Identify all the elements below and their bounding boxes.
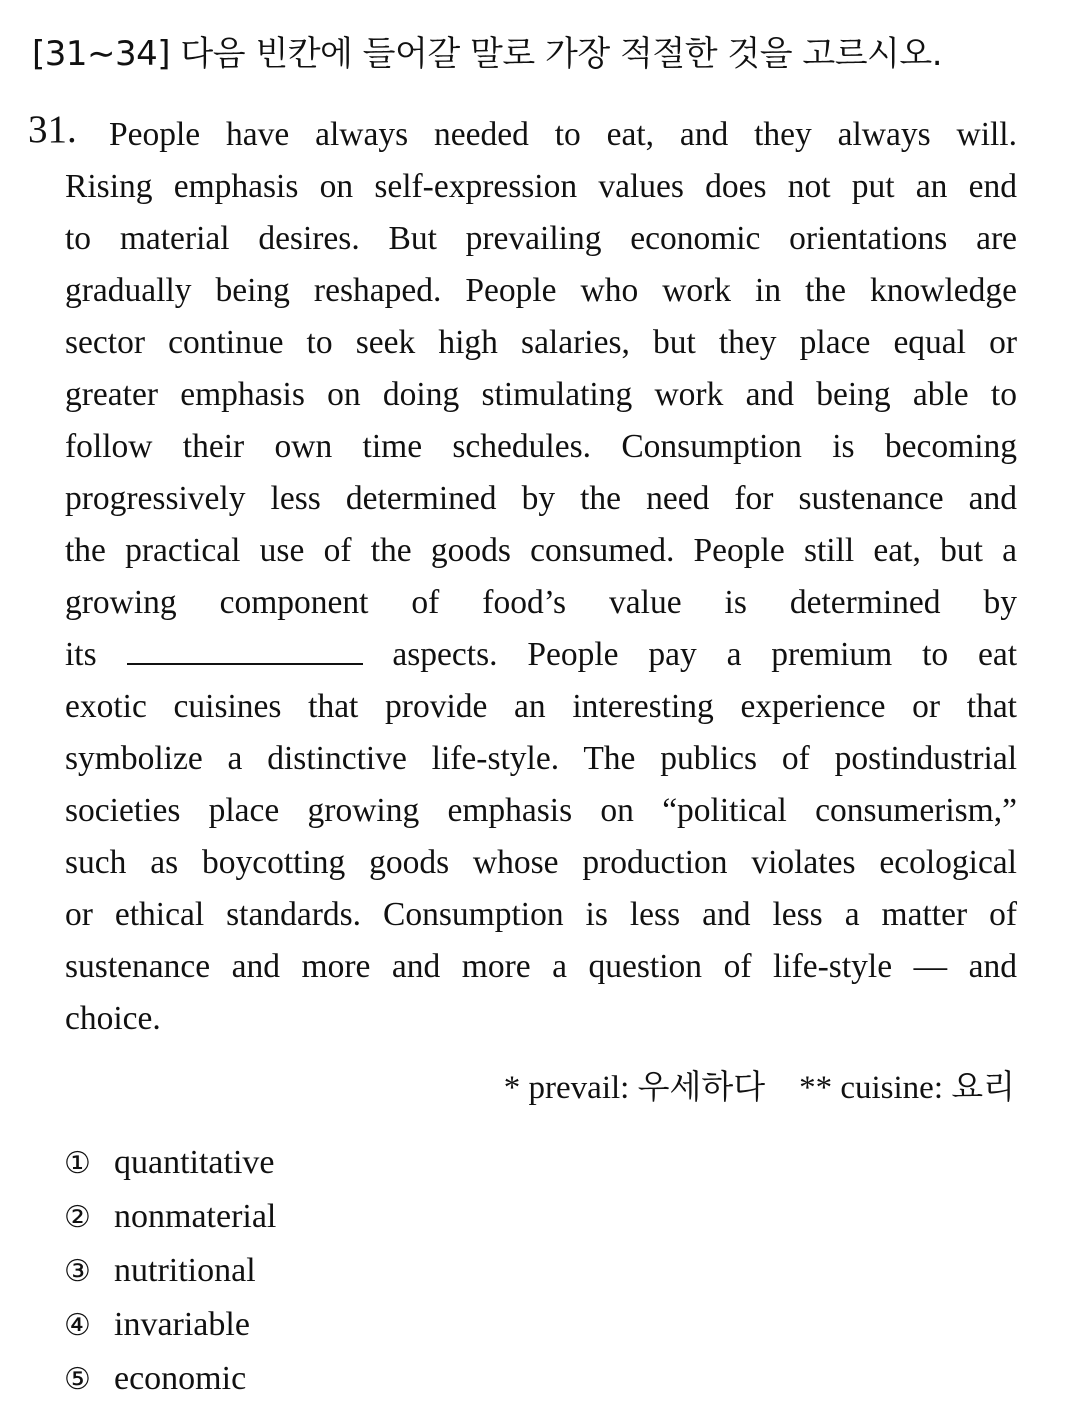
passage-line: growing component of food’s value is determined by [65,584,1017,621]
passage-line: the practical use of the goods consumed. People still eat, but a [65,532,1017,569]
passage-line: societies place growing emphasis on “political consumerism,” [65,792,1017,829]
choice-marker: ④ [64,1308,91,1343]
instruction-heading: [31∼34] 다음 빈칸에 들어갈 말로 가장 적절한 것을 고르시오. [32,34,943,74]
choice-2[interactable] [64,1190,276,1244]
footnotes [504,1064,1015,1112]
footnote-prevail: * prevail: 우세하다 [503,1070,766,1106]
choice-text: invariable [114,1306,250,1343]
passage-line: sustenance and more and more a question of life-style — and [65,948,1017,985]
passage-line: exotic cuisines that provide an interesting experience or that [65,688,1017,725]
answer-choices [64,1136,276,1406]
answer-blank [127,639,363,665]
passage-line: such as boycotting goods whose production violates ecological [65,844,1017,881]
blank-prefix: its [65,636,97,673]
passage-line-with-blank [65,629,1017,681]
passage-line: to material desires. But prevailing economic orientations are [65,220,1017,257]
passage-line: Rising emphasis on self-expression values does not put an end [65,168,1017,205]
passage-line: sector continue to seek high salaries, but they place equal or [65,324,1017,361]
passage-line: gradually being reshaped. People who work in the knowledge [65,272,1017,309]
choice-text: quantitative [114,1144,275,1181]
passage [65,109,1017,1045]
passage-line: progressively less determined by the need for sustenance and [65,480,1017,517]
choice-text: economic [114,1360,247,1397]
question-number: 31. [28,108,77,151]
choice-text: nutritional [114,1252,256,1289]
blank-suffix: aspects. People pay a premium to eat [392,636,1018,673]
choice-marker: ③ [64,1254,91,1289]
choice-marker: ⑤ [64,1362,91,1397]
choice-marker: ① [64,1146,91,1181]
passage-line: choice. [65,1000,161,1037]
choice-3[interactable] [64,1244,276,1298]
footnote-cuisine: ** cuisine: 요리 [799,1070,1015,1106]
choice-4[interactable] [64,1298,276,1352]
passage-line: People have always needed to eat, and they always will. [109,116,1017,153]
choice-1[interactable] [64,1136,276,1190]
passage-line: follow their own time schedules. Consumption is becoming [65,428,1017,465]
choice-5[interactable] [64,1352,276,1406]
choice-text: nonmaterial [114,1198,277,1235]
choice-marker: ② [64,1200,91,1235]
passage-line: or ethical standards. Consumption is less and less a matter of [65,896,1017,933]
passage-line: symbolize a distinctive life-style. The publics of postindustrial [65,740,1017,777]
passage-line: greater emphasis on doing stimulating work and being able to [65,376,1017,413]
